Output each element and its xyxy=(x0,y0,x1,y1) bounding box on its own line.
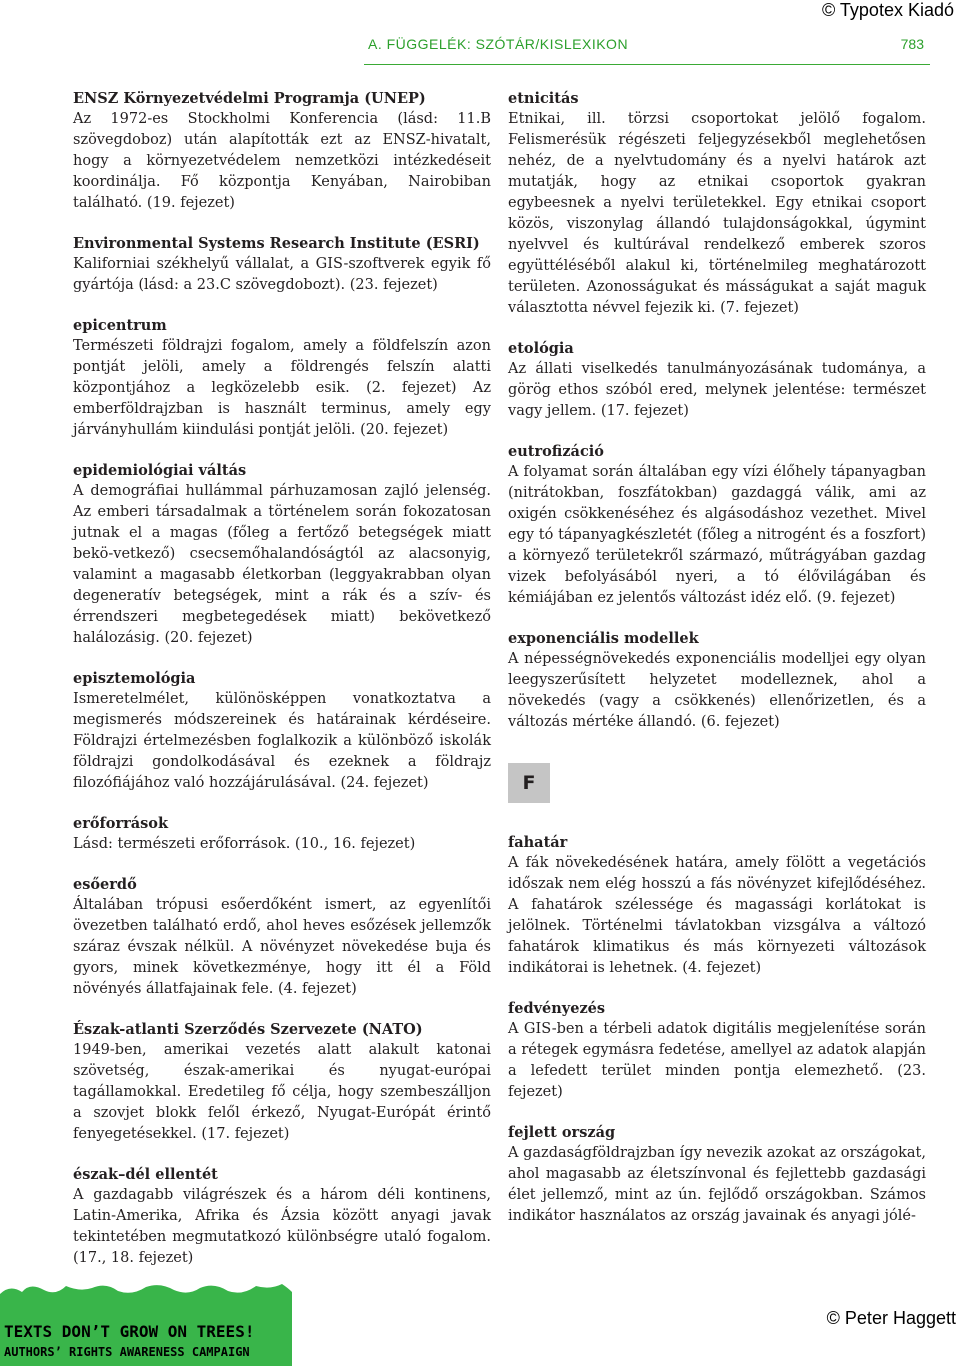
entry-term: fedvényezés xyxy=(508,1000,606,1017)
entry-definition: Lásd: természeti erőforrások. (10., 16. fejezet) xyxy=(73,836,416,852)
glossary-entry xyxy=(73,813,491,855)
entry-term: Észak-atlanti Szerződés Szervezete (NATO) xyxy=(73,1021,423,1038)
entry-definition: Természeti földrajzi fogalom, amely a földfelszín azon pontját jelöli, amely a földrengés felszín alatti központjához a legközelebb esik. (2. fejezet) Az emberföldrajzban is használt terminus, amely egy járványhullám kiindulási pontját jelöli. (20. fejezet) xyxy=(73,338,491,438)
entry-term: etnicitás xyxy=(508,90,579,107)
entry-definition: A demográfiai hullámmal párhuzamosan zajló jelenség. Az emberi társadalmak a történelem során fokozatosan jutnak el a magas (főleg a fertőző betegségek miatt bekö-vetkező) csecsemőhalandóságtól az alacsonyig, valamint a magasabb életkorban (leggyakrabban olyan degeneratív betegségek, mint a rák és a szív- és érrendszeri megbetegedések miatt) bekövetkező halálozásig. (20. fejezet) xyxy=(73,483,491,646)
entry-term: észak–dél ellentét xyxy=(73,1166,218,1183)
glossary-entry xyxy=(73,460,491,649)
publisher-credit: © Typotex Kiadó xyxy=(821,0,954,20)
entry-definition: A GIS-ben a térbeli adatok digitális megjelenítése során a rétegek egymásra fedetése, amellyel az adatok alapján a lefedett terület minden pontja elemezhető. (23. fejezet) xyxy=(508,1021,926,1100)
glossary-entry xyxy=(508,338,926,422)
entry-term: esőerdő xyxy=(73,876,137,893)
glossary-entry xyxy=(73,1019,491,1145)
header-rule xyxy=(364,64,930,65)
glossary-entry xyxy=(508,88,926,319)
entry-definition: A népességnövekedés exponenciális modelljei egy olyan leegyszerűsített helyzetet modelleznek, ahol a növekedés (vagy a csökkenés) ellenőrizetlen, és a változás mértéke állandó. (6. fejezet) xyxy=(508,651,926,730)
campaign-subtitle: AUTHORS’ RIGHTS AWARENESS CAMPAIGN xyxy=(4,1345,250,1359)
entry-definition: 1949-ben, amerikai vezetés alatt alakult katonai szövetség, észak-amerikai és nyugat-európai tagállamokkal. Eredetileg fő célja, hogy szembeszálljon a szovjet blokk felől érkező, Nyugat-Európát érintő fenyegetésekkel. (17. fejezet) xyxy=(73,1042,491,1142)
glossary-entry xyxy=(73,668,491,794)
glossary-entry xyxy=(73,233,491,296)
entry-term: ENSZ Környezetvédelmi Programja (UNEP) xyxy=(73,90,426,107)
entry-definition: A folyamat során általában egy vízi élőhely tápanyagban (nitrátokban, foszfátokban) gazdaggá válik, ami az oxigén csökkenéséhez és algásodáshoz vezethet. Mivel egy tó tápanyagkészletét (főleg a nitrogént és a foszfort) a környező területekről származó, műtrágyában gazdag vizek befolyásából nyeri, a tó élővilágában és kémiájában ez jelentős változást idéz elő. (9. fejezet) xyxy=(508,464,926,606)
entry-term: exponenciális modellek xyxy=(508,630,699,647)
glossary-entry xyxy=(73,315,491,441)
glossary-entry xyxy=(508,441,926,609)
entry-term: fahatár xyxy=(508,834,568,851)
right-column xyxy=(508,88,926,1246)
entry-definition: Kaliforniai székhelyű vállalat, a GIS-szoftverek egyik fő gyártója (lásd: a 23.C szövegdobozt). (23. fejezet) xyxy=(73,256,491,293)
entry-term: erőforrások xyxy=(73,815,169,832)
glossary-entry xyxy=(73,88,491,214)
left-column xyxy=(73,88,491,1288)
author-credit: © Peter Haggett xyxy=(826,1308,956,1328)
page-number: 783 xyxy=(900,36,924,52)
entry-definition: Etnikai, ill. törzsi csoportokat jelölő fogalom. Felismerésük régészeti feljegyzésekből meglehetősen nehéz, de a nyelvtudomány és a nyelvi határok azt mutatják, hogy az etnikai csoportok gyakran egybeesnek a nyelvi területekkel. Egy etnikai csoport közös, viszonylag állandó tulajdonságokkal, úgymint nyelvvel és kultúrával rendelkező emberek szoros együttéléséből alakul ki, történelmileg meghatározott területen. Azonosságukat és másságukat a saját maguk választotta névvel fejezik ki. (7. fejezet) xyxy=(508,111,926,316)
glossary-entry xyxy=(73,874,491,1000)
entry-term: epicentrum xyxy=(73,317,167,334)
entry-definition: A gazdaságföldrajzban így nevezik azokat az országokat, ahol magasabb az életszínvonal és fejlettebb gazdasági élet jellemző, mint az ún. fejlődő országokban. Számos indikátor használatos az ország javainak és anyagi jólé- xyxy=(508,1145,926,1224)
entry-definition: A fák növekedésének határa, amely fölött a vegetációs időszak nem elég hosszú a fás növényzet kifejlődéséhez. A fahatárok szélessége és magassági korlátokat is jelölnek. Történelmi távlatokban vizsgálva a változó fahatárok klimatikus és más környezeti változások indikátorai is lehetnek. (4. fejezet) xyxy=(508,855,926,976)
entry-term: fejlett ország xyxy=(508,1124,616,1141)
entry-term: Environmental Systems Research Institute (ESRI) xyxy=(73,235,480,252)
entry-definition: A gazdagabb világrészek és a három déli kontinens, Latin-Amerika, Afrika és Ázsia között anyagi javak tekintetében megmutatkozó különbségre utaló fogalom. (17., 18. fejezet) xyxy=(73,1187,491,1266)
entry-term: episztemológia xyxy=(73,670,196,687)
entry-term: epidemiológiai váltás xyxy=(73,462,247,479)
glossary-entry xyxy=(508,1122,926,1227)
campaign-title: TEXTS DON’T GROW ON TREES! xyxy=(4,1322,255,1341)
running-head: A. FÜGGELÉK: SZÓTÁR/KISLEXIKON xyxy=(368,36,629,52)
entry-definition: Általában trópusi esőerdőként ismert, az egyenlítői övezetben található erdő, ahol heves esőzések jellemzők száraz évszak nélkül. A növényzet növekedése buja és gyors, minek következménye, hogy itt él a Föld növényés állatfajainak fele. (4. fejezet) xyxy=(73,897,491,997)
entry-term: eutrofizáció xyxy=(508,443,604,460)
entry-definition: Ismeretelmélet, különösképpen vonatkoztatva a megismerés módszereinek és határainak kérdéseire. Földrajzi értelmezésben foglalkozik a különböző iskolák földrajzi gondolkodásával és ezeknek a földrajz filozófiájához való hozzájárulásával. (24. fejezet) xyxy=(73,691,491,791)
section-letter-badge: F xyxy=(508,763,550,803)
entry-definition: Az állati viselkedés tanulmányozásának tudománya, a görög ethos szóból ered, melynek jelentése: természet vagy jellem. (17. fejezet) xyxy=(508,361,926,419)
glossary-entry xyxy=(508,832,926,979)
glossary-entry xyxy=(73,1164,491,1269)
entry-definition: Az 1972-es Stockholmi Konferencia (lásd: 11.B szövegdoboz) után alapították ezt az ENSZ-hivatalt, hogy a környezetvédelem nemzetközi intézkedéseit koordinálja. Fő központja Kenyában, Nairobiban található. (19. fejezet) xyxy=(73,111,491,211)
glossary-entry xyxy=(508,628,926,733)
glossary-entry xyxy=(508,998,926,1103)
entry-term: etológia xyxy=(508,340,574,357)
